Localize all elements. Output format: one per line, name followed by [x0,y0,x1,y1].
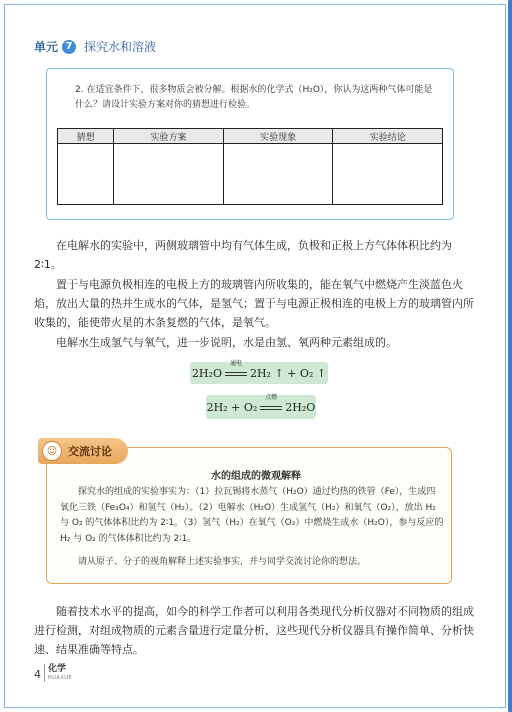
eq1-condition [225,359,247,380]
eq1-condition-label: 通电 [229,359,242,367]
footer-subject-en: HUAXUE [48,675,73,681]
table-header-hypothesis: 猜想 [58,129,114,144]
page-number: 4 [34,668,41,681]
eq2-condition-label: 点燃 [265,393,278,401]
question-box [46,68,454,220]
table-header-plan: 实验方案 [114,129,224,144]
equals-sign [260,406,282,410]
discussion-title: 水的组成的微观解释 [211,471,301,482]
table-cell [58,144,114,205]
discussion-tab [38,438,128,464]
footer-divider [44,664,45,682]
table-header-conclusion: 实验结论 [333,129,443,144]
eq2-condition [260,393,282,414]
discussion-person-icon: ☺ [42,441,62,461]
table-cell [223,144,333,205]
unit-header [34,38,156,55]
page-edge-bar [508,0,512,712]
table-cell [114,144,224,205]
paragraph-modern-analysis: 随着技术水平的提高，如今的科学工作者可以利用各类现代分析仪器对不同物质的组成进行检测，对组成物质的元素含量进行定量分析，这些现代分析仪器具有操作简单、分析快速、结果准确等特点。 [34,605,474,656]
unit-title: 探究水和溶液 [84,40,157,54]
unit-number-badge: 7 [62,40,76,54]
table-cell [333,144,443,205]
discussion-paragraph-facts: 探究水的组成的实验事实为：（1）拉瓦锡将水蒸气（H₂O）通过灼热的铁管（Fe），生成四氧化三铁（Fe₃O₄）和氢气（H₂）。（2）电解水（H₂O）生成氢气（H₂）和氧气（O₂），放出 H₂ 与 O₂ 的气体体积比约为 2∶1。（3）氢气（H₂）在氧气（O₂）中燃烧生成水（H₂O），参与反应的 H₂ 与 O₂ 的气体体积比约为 2∶1。 [60,487,444,544]
unit-prefix: 单元 [34,40,59,54]
discussion-tab-label: 交流讨论 [68,445,112,458]
table-header-phenomenon: 实验现象 [223,129,333,144]
paragraph-gas-identification: 置于与电源负极相连的电极上方的玻璃管内所收集的，能在氧气中燃烧产生淡蓝色火焰，放出大量的热并生成水的气体，是氢气；置于与电源正极相连的电极上方的玻璃管内所收集的，能使带火星的木条复燃的气体，是氧气。 [34,278,474,329]
equation-combustion [206,395,316,419]
discussion-paragraph-task: 请从原子、分子的视角解释上述实验事实，并与同学交流讨论你的想法。 [78,557,367,567]
eq2-left: 2H₂ + O₂ [206,400,258,414]
footer-subject: 化学 [48,664,67,674]
paragraph-conclusion: 电解水生成氢气与氧气，进一步说明，水是由氢、氧两种元素组成的。 [56,336,397,349]
experiment-table [57,128,443,205]
eq2-right: 2H₂O [285,400,316,414]
question-text: 2. 在适宜条件下，很多物质会被分解。根据水的化学式（H₂O），你认为这两种气体可能是什么？请设计实验方案对你的猜想进行检验。 [75,85,433,110]
equals-sign [225,372,247,376]
paragraph-volume-ratio: 在电解水的实验中，两侧玻璃管中均有气体生成，负极和正极上方气体体积比约为 2∶1。 [34,239,452,271]
eq1-right: 2H₂ ↑ + O₂ ↑ [249,366,327,380]
eq1-left: 2H₂O [191,366,222,380]
equation-electrolysis [190,359,328,384]
